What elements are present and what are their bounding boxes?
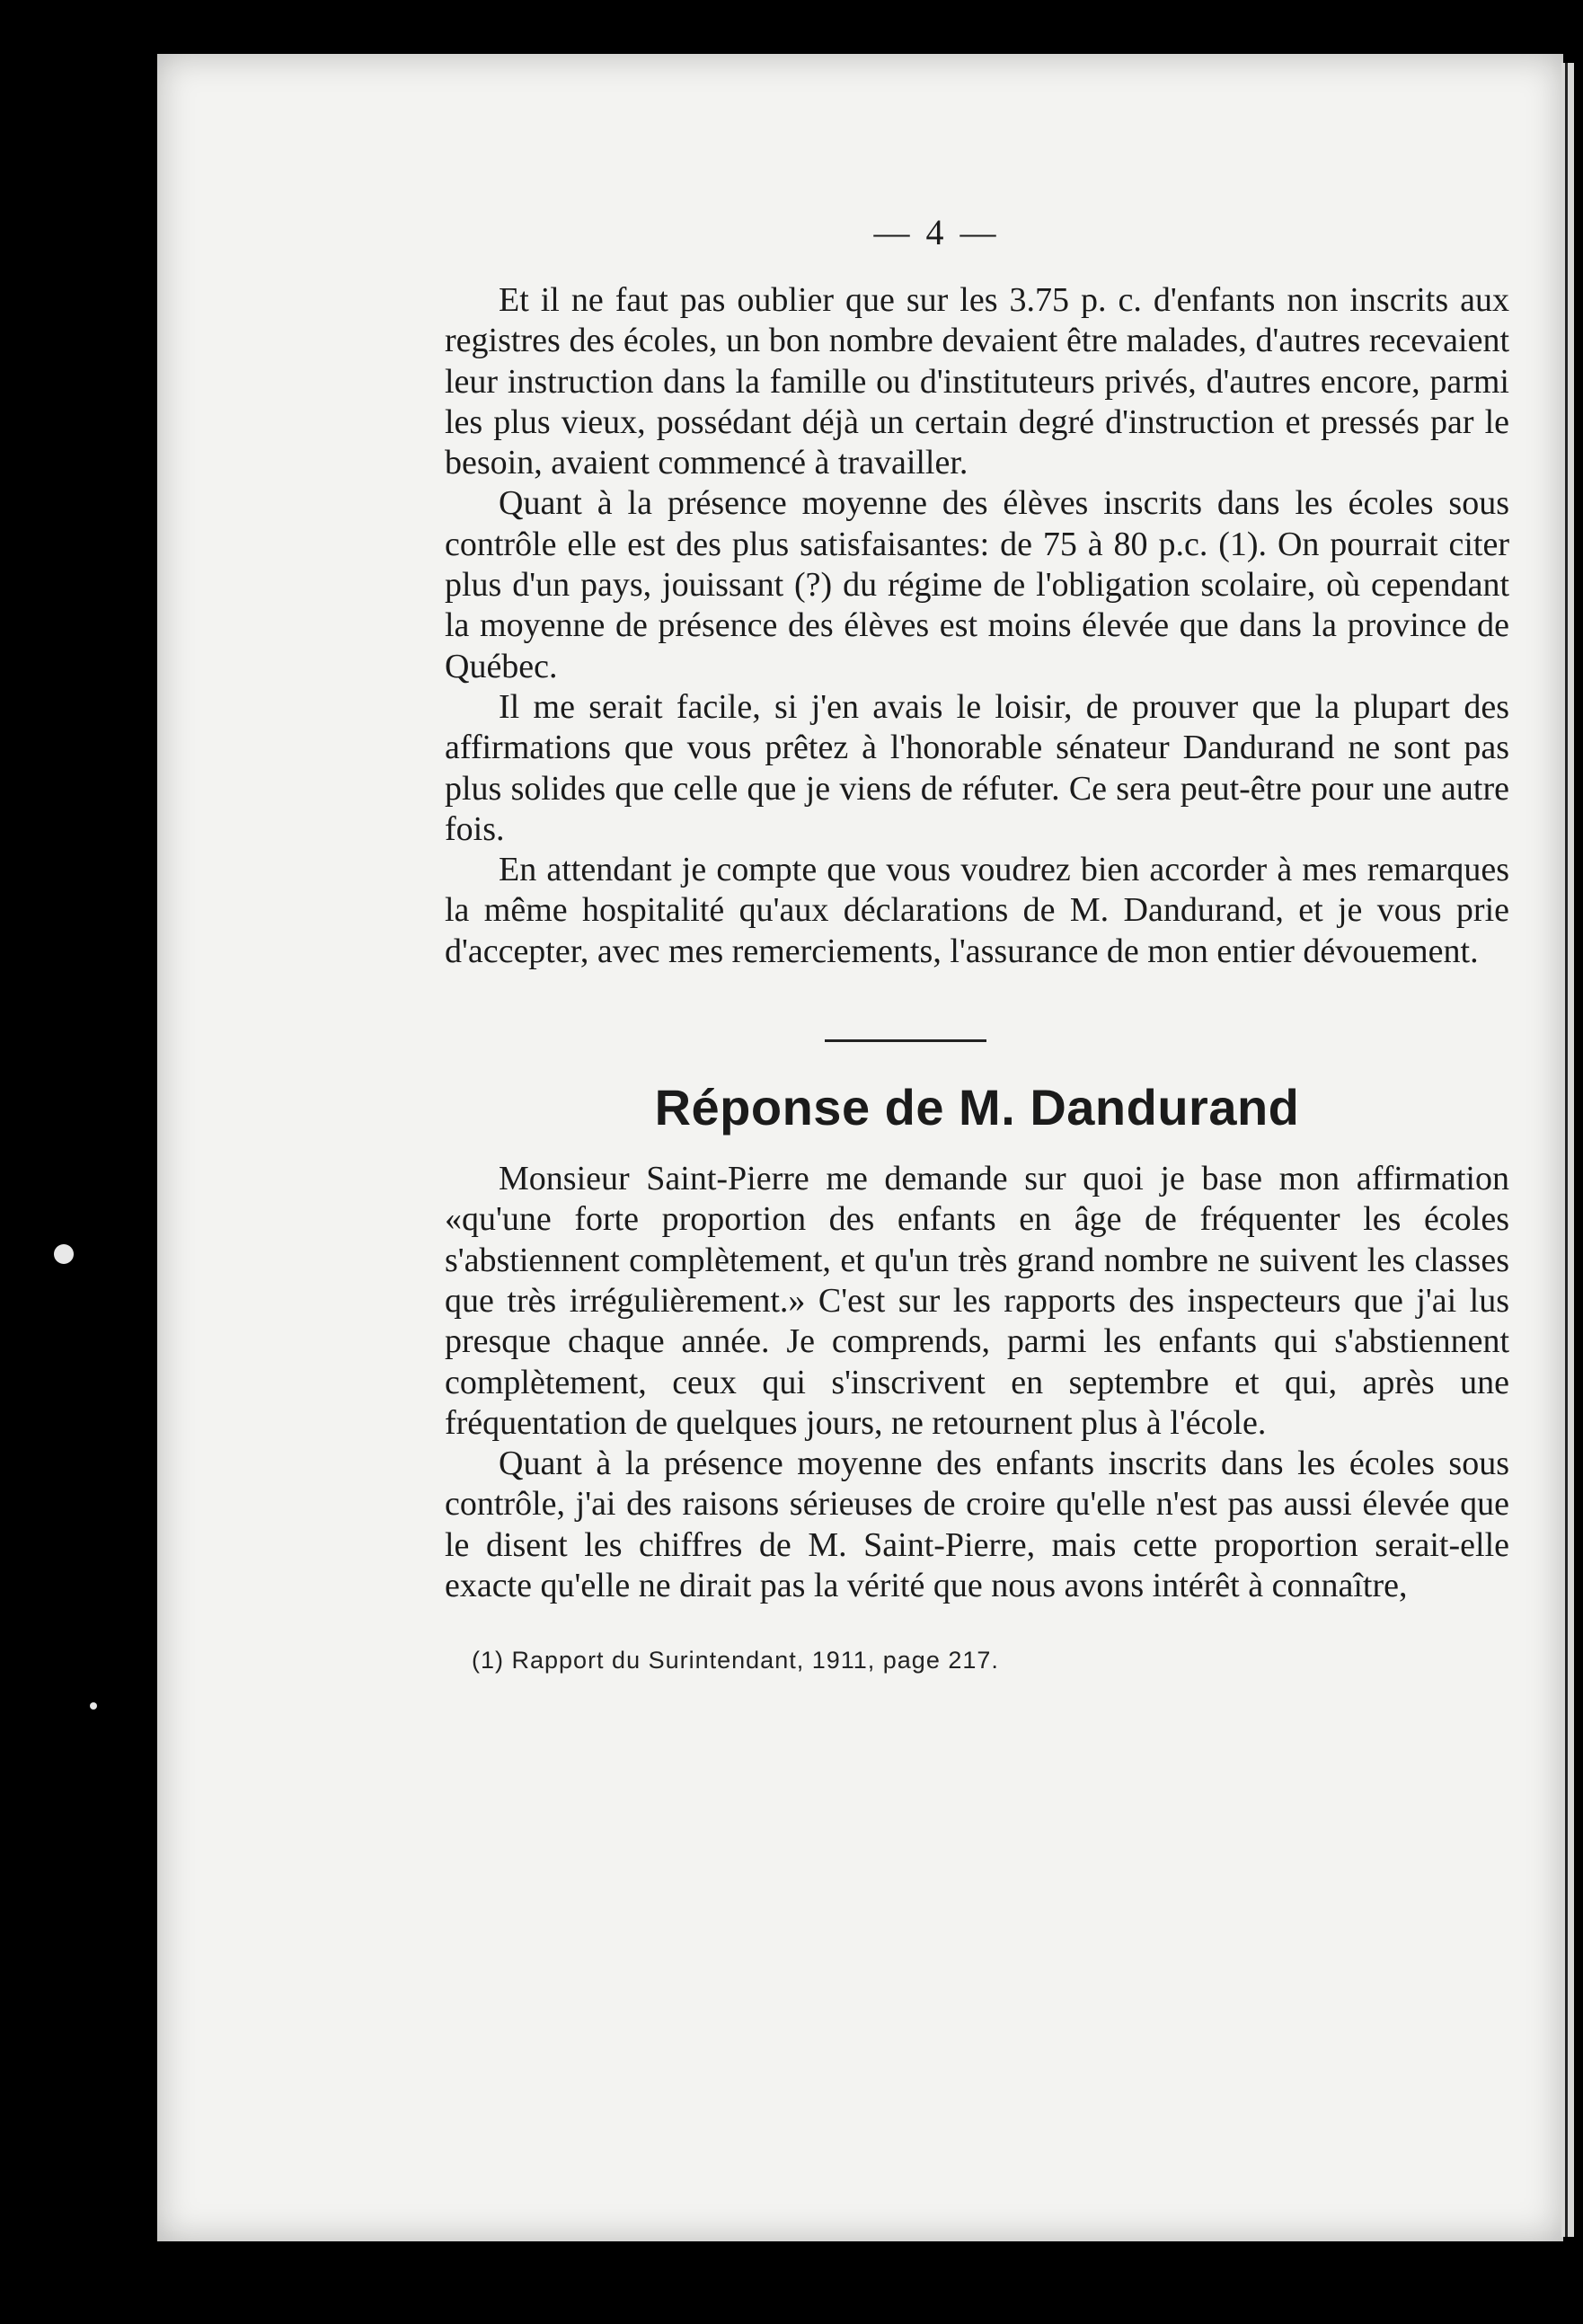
page-number: — 4 —: [873, 212, 1000, 252]
paragraph: Et il ne faut pas oublier que sur les 3.75 p. c. d'enfants non inscrits aux registres des écoles, un bon nombre devaient être malades, d'autres recevaient leur instruction dans la famille ou d'instituteurs privés, d'autres encore, parmi les plus vieux, possédant déjà un certain degré d'instruction et pressés par le besoin, avaient commencé à travailler.: [445, 281, 1509, 482]
paragraph: En attendant je compte que vous voudrez bien accorder à mes remarques la même hospitalité qu'aux déclarations de M. Dandurand, et je vous prie d'accepter, avec mes remerciements, l'assurance de mon entier dévouement.: [445, 851, 1509, 970]
paragraph: Quant à la présence moyenne des élèves inscrits dans les écoles sous contrôle elle est des plus satisfaisantes: de 75 à 80 p.c. (1). On pourrait citer plus d'un pays, jouissant (?) du régime de l'obligation scolaire, où cependant la moyenne de présence des élèves est moins élevée que dans la province de Québec.: [445, 484, 1509, 685]
paragraph: Quant à la présence moyenne des enfants inscrits dans les écoles sous contrôle, j'ai des raisons sérieuses de croire qu'elle n'est pas aussi élevée que le disent les chiffres de M. Saint-Pierre, mais cette proportion serait-elle exacte qu'elle ne dirait pas la vérité que nous avons intérêt à connaître,: [445, 1445, 1509, 1605]
section-heading: Réponse de M. Dandurand: [654, 1079, 1300, 1136]
paragraph: Monsieur Saint-Pierre me demande sur quoi je base mon affirmation «qu'une forte proportion des enfants en âge de fréquenter les écoles s'abstiennent complètement, et qu'un très grand nombre ne suivent les classes que très irrégulièrement.» C'est sur les rapports des inspecteurs que j'ai lus presque chaque année. Je comprends, parmi les enfants qui s'abstiennent complètement, ceux qui s'inscrivent en septembre et qui, après une fréquentation de quelques jours, ne retournent plus à l'école.: [445, 1160, 1509, 1442]
scan-artifact: [54, 1244, 74, 1264]
scan-artifact: [90, 1702, 97, 1710]
page-edge: [1561, 63, 1574, 2237]
section-divider: [825, 1039, 986, 1042]
page-content: [445, 211, 1509, 1675]
page-edge-line: [1565, 63, 1568, 2237]
paragraph: Il me serait facile, si j'en avais le loisir, de prouver que la plupart des affirmations que vous prêtez à l'honorable sénateur Dandurand ne sont pas plus solides que celle que je viens de réfuter. Ce sera peut-être pour une autre fois.: [445, 687, 1509, 848]
footnote: (1) Rapport du Surintendant, 1911, page 217.: [472, 1647, 999, 1675]
